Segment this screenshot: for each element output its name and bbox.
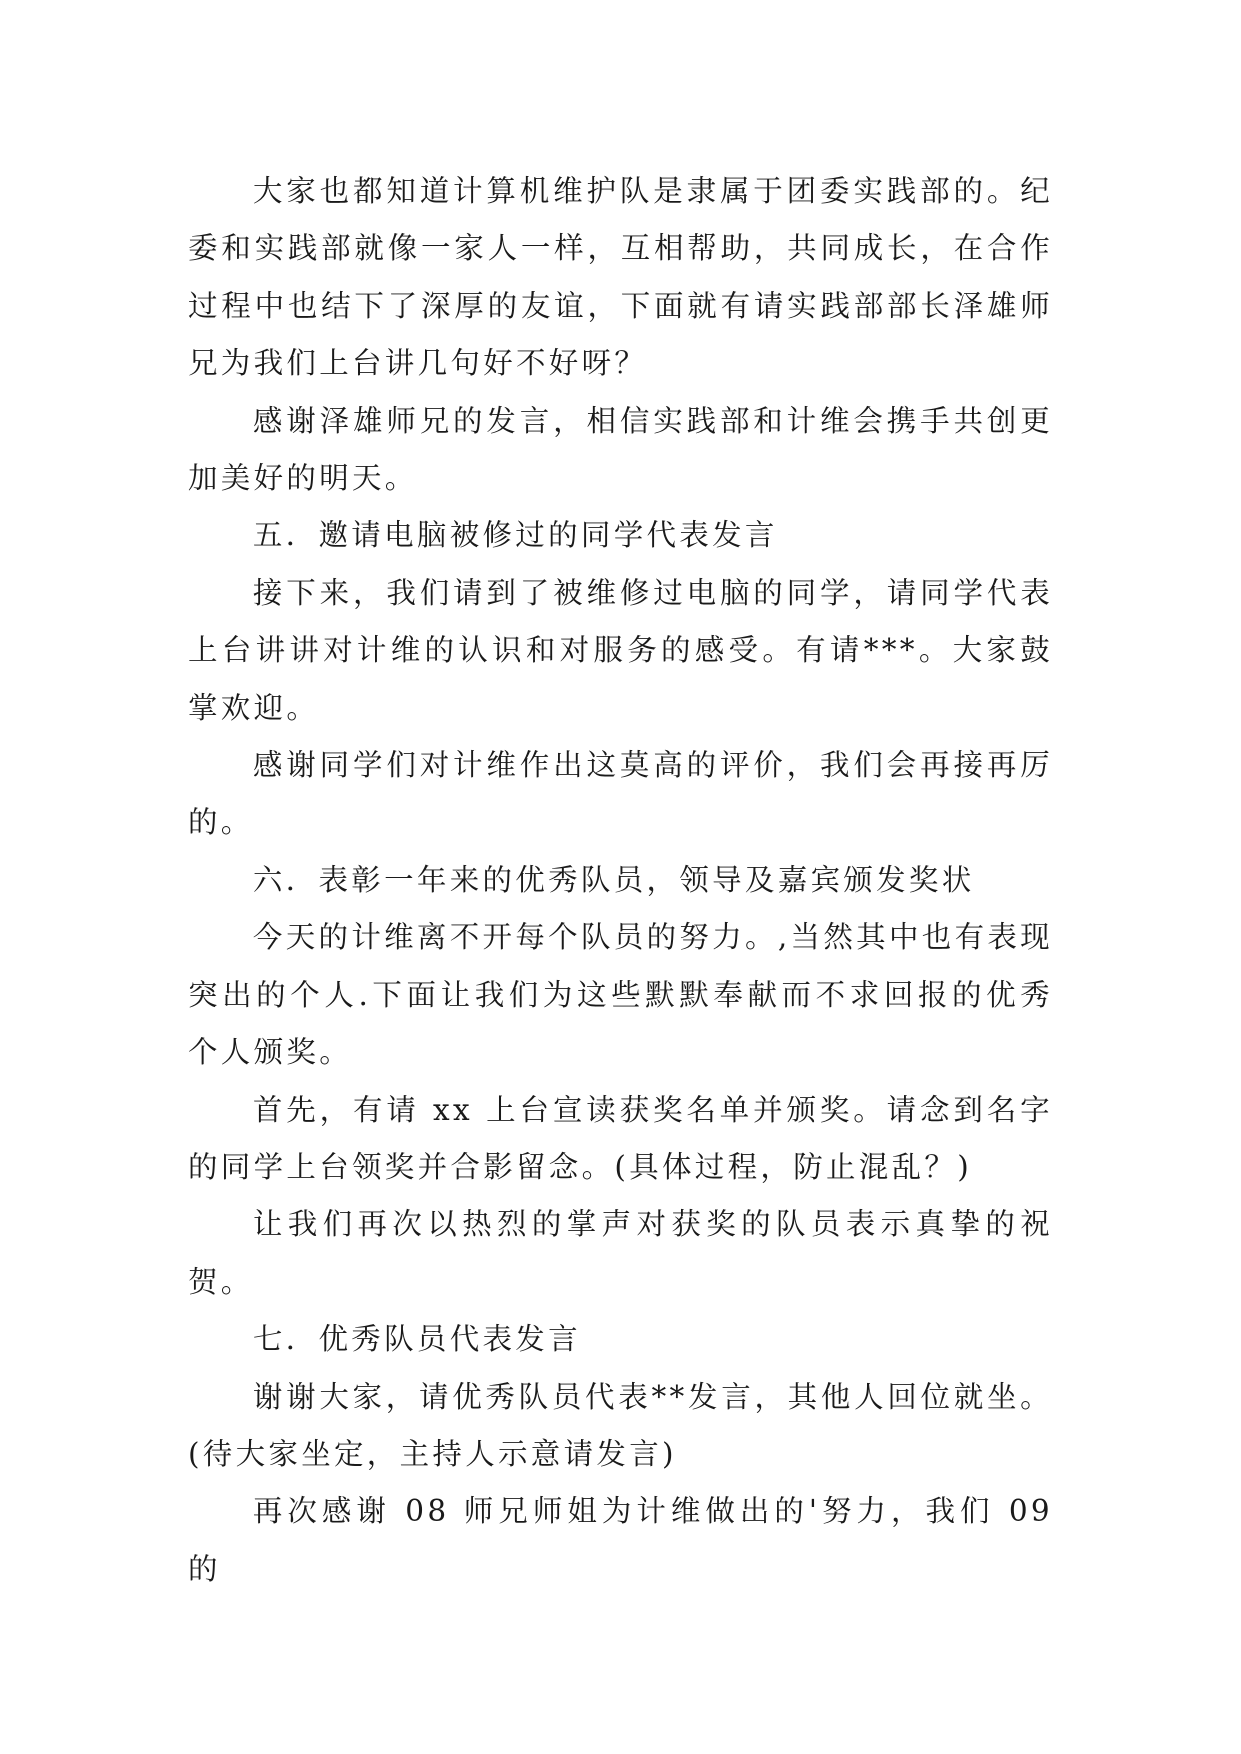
paragraph-practice-dept-intro: 大家也都知道计算机维护队是隶属于团委实践部的。纪委和实践部就像一家人一样，互相帮助，共同成长，在合作过程中也结下了深厚的友谊，下面就有请实践部部长泽雄师兄为我们上台讲几句好不好呀？ — [188, 174, 1053, 381]
paragraph-thanks-seniors: 再次感谢 08 师兄师姐为计维做出的'努力，我们 09 的 — [188, 1494, 1053, 1586]
section-heading-7: 七．优秀队员代表发言 — [252, 1322, 581, 1357]
section-heading-5: 五．邀请电脑被修过的同学代表发言 — [252, 518, 778, 553]
paragraph-award-process: 首先，有请 xx 上台宣读获奖名单并颁奖。请念到名字的同学上台领奖并合影留念。(具体过程，防止混乱？) — [188, 1092, 1053, 1184]
paragraph-congratulations: 让我们再次以热烈的掌声对获奖的队员表示真挚的祝贺。 — [188, 1207, 1053, 1299]
paragraph-award-intro: 今天的计维离不开每个队员的努力。,当然其中也有表现突出的个人.下面让我们为这些默默奉献而不求回报的优秀个人颁奖。 — [188, 920, 1053, 1070]
paragraph-thanks-zexiong: 感谢泽雄师兄的发言，相信实践部和计维会携手共创更加美好的明天。 — [188, 403, 1053, 496]
paragraph-thanks-students: 感谢同学们对计维作出这莫高的评价，我们会再接再厉的。 — [188, 748, 1053, 840]
document-body — [188, 163, 1053, 1598]
section-heading-6: 六．表彰一年来的优秀队员，领导及嘉宾颁发奖状 — [252, 862, 975, 897]
paragraph-member-speech: 谢谢大家，请优秀队员代表**发言，其他人回位就坐。(待大家坐定，主持人示意请发言) — [188, 1379, 1053, 1471]
paragraph-student-rep-invite: 接下来，我们请到了被维修过电脑的同学，请同学代表上台讲讲对计维的认识和对服务的感受。有请***。大家鼓掌欢迎。 — [188, 575, 1053, 725]
